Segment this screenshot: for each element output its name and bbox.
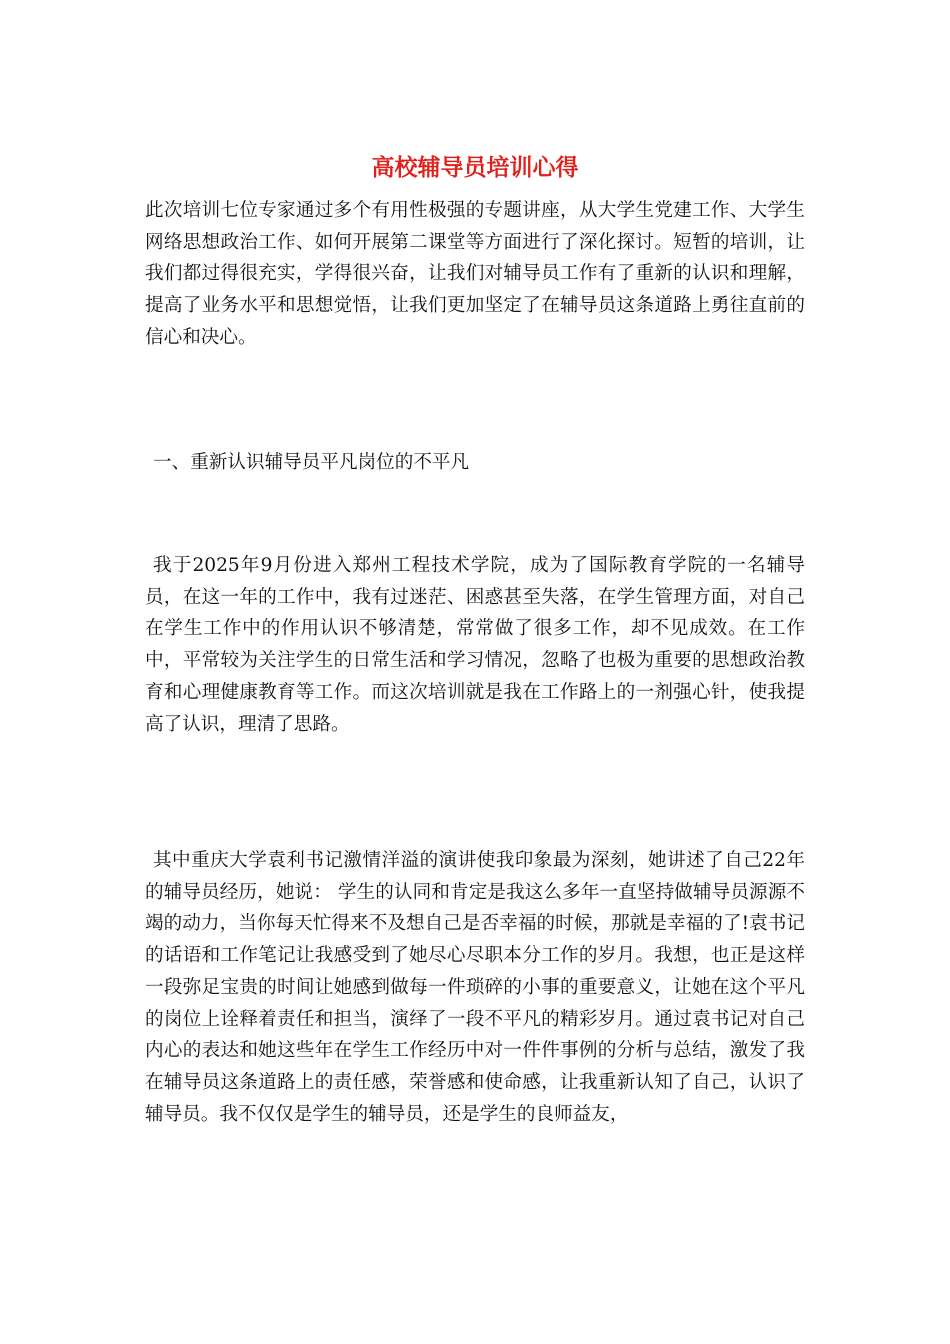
- document-title: 高校辅导员培训心得: [371, 154, 579, 181]
- paragraph-intro: 此次培训七位专家通过多个有用性极强的专题讲座，从大学生党建工作、大学生网络思想政治工作、如何开展第二课堂等方面进行了深化探讨。短暂的培训，让我们都过得很充实，学得很兴奋，让我们对辅导员工作有了重新的认识和理解，提高了业务水平和思想觉悟，让我们更加坚定了在辅导员这条道路上勇往直前的信心和决心。: [145, 200, 805, 348]
- paragraph-lecture: 其中重庆大学袁利书记激情洋溢的演讲使我印象最为深刻，她讲述了自己22年的辅导员经历，她说： 学生的认同和肯定是我这么多年一直坚持做辅导员源源不竭的动力，当你每天忙得来不及想自己是否幸福的时候，那就是幸福的了!袁书记的话语和工作笔记让我感受到了她尽心尽职本分工作的岁月。我想，也正是这样一段弥足宝贵的时间让她感到做每一件琐碎的小事的重要意义，让她在这个平凡的岗位上诠释着责任和担当，演绎了一段不平凡的精彩岁月。通过袁书记对自己内心的表达和她这些年在学生工作经历中对一件件事例的分析与总结，激发了我在辅导员这条道路上的责任感，荣誉感和使命感，让我重新认知了自己，认识了辅导员。我不仅仅是学生的辅导员，还是学生的良师益友，: [145, 850, 805, 1125]
- paragraph-experience: 我于2025年9月份进入郑州工程技术学院，成为了国际教育学院的一名辅导员，在这一年的工作中，我有过迷茫、困惑甚至失落，在学生管理方面，对自己在学生工作中的作用认识不够清楚，常常做了很多工作，却不见成效。在工作中，平常较为关注学生的日常生活和学习情况，忽略了也极为重要的思想政治教育和心理健康教育等工作。而这次培训就是我在工作路上的一剂强心针，使我提高了认识，理清了思路。: [145, 555, 805, 735]
- section-heading: 一、重新认识辅导员平凡岗位的不平凡: [153, 452, 470, 473]
